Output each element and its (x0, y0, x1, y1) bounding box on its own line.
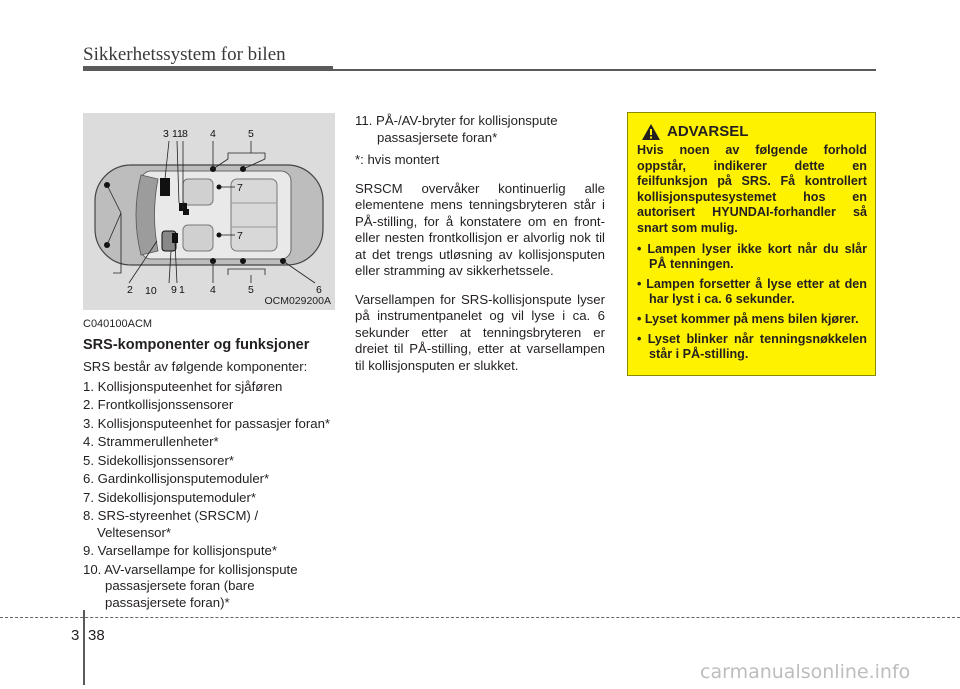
footer-section-number: 3 (71, 627, 80, 644)
section-intro: SRS består av følgende komponenter: (83, 359, 308, 374)
list-item: 5. Sidekollisjonssensorer* (83, 452, 234, 468)
list-item: 8. SRS-styreenhet (SRSCM) / Veltesensor* (83, 508, 259, 540)
warning-list (637, 242, 867, 363)
warning-item: • Lyset blinker når tenningsnøkkelen står i PÅ-stilling. (637, 331, 867, 362)
list-item: 6. Gardinkollisjonsputemoduler* (83, 471, 270, 486)
header-rule (333, 69, 876, 71)
paragraph: SRSCM overvåker kontinuerlig alle elementene mens tenningsbryteren står i PÅ-stilling, for å konstatere om en front- eller nesten frontkollisjon er alvorlig nok til at det trengs utløsning av kollisjonsputen eller stramming av sikkerhetssele. (355, 180, 605, 278)
callout-label: 4 (210, 284, 216, 296)
front-seat-left (183, 179, 213, 205)
callout-label: 6 (316, 284, 322, 296)
list-item: 9. Varsellampe for kollisjonspute* (83, 543, 277, 558)
callout-label: 2 (127, 284, 133, 296)
driver-airbag-module (172, 233, 178, 243)
windshield (136, 175, 158, 255)
callout-label: 4 (210, 128, 216, 140)
section-code: C040100ACM (83, 318, 153, 330)
warning-text: Hvis noen av følgende forhold oppstår, indikerer dette en feilfunksjon på SRS. Få kontrollert kollisjonsputesystemet hos en autorisert HYUNDAI-forhandler så snart som mulig. (637, 143, 867, 235)
callout-label: 3 (163, 128, 169, 140)
list-item: 10. AV-varsellampe for kollisjonspute passasjersete foran (bare passasjersete foran)* (83, 561, 298, 610)
callout-label: 5 (248, 128, 254, 140)
header-bar (83, 66, 333, 71)
footer-rule (0, 617, 960, 618)
warning-item: • Lampen lyser ikke kort når du slår PÅ tenningen. (637, 241, 867, 272)
warning-triangle-icon (641, 123, 661, 141)
list-item: 3. Kollisjonsputeenhet for passasjer foran* (83, 415, 331, 431)
section-column-left (83, 316, 333, 613)
paragraph: Varsellampen for SRS-kollisjonspute lyser på instrumentpanelet og vil lyse i ca. 6 sekunder etter at tenningsbryteren er dreiet til PÅ-stilling, etter at varsellampen til kollisjonsputen er slukket. (355, 291, 605, 373)
callout-label: 7 (237, 182, 243, 194)
list-item: 1. Kollisjonsputeenhet for sjåføren (83, 378, 283, 394)
warning-item: • Lyset kommer på mens bilen kjører. (637, 311, 859, 326)
figure-code: OCM029200A (264, 295, 331, 307)
footer-divider (83, 610, 85, 685)
callout-label: 1 (179, 284, 185, 296)
list-item: 2. Frontkollisjonssensorer (83, 397, 234, 412)
section-title: SRS-komponenter og funksjoner (83, 336, 310, 353)
callout-label: 8 (182, 128, 188, 140)
callout-label: 10 (145, 285, 157, 297)
watermark: carmanualsonline.info (700, 661, 911, 683)
list-item: 4. Strammerullenheter* (83, 434, 219, 449)
component-list (83, 379, 333, 612)
header-title: Sikkerhetssystem for bilen (83, 44, 286, 65)
warning-item: • Lampen forsetter å lyse etter at den har lyst i ca. 6 sekunder. (637, 276, 867, 307)
callout-label: 5 (248, 284, 254, 296)
footer-page-number: 38 (88, 627, 105, 644)
warning-header (641, 123, 867, 141)
passenger-airbag-module (160, 178, 170, 196)
warning-box (627, 112, 876, 376)
footnote: *: hvis montert (355, 152, 440, 167)
list-item: 11. PÅ-/AV-bryter for kollisjonspute passasjersete foran* (355, 113, 558, 145)
warning-title: ADVARSEL (667, 123, 749, 141)
list-item: 7. Sidekollisjonsputemoduler* (83, 489, 257, 505)
srscm-sensor (183, 209, 189, 215)
callout-label: 9 (171, 284, 177, 296)
callout-label: 7 (237, 230, 243, 242)
callout-label: 11 (172, 128, 183, 140)
car-illustration (83, 113, 335, 310)
front-seat-right (183, 225, 213, 251)
car-srs-diagram (83, 113, 335, 310)
section-column-middle (355, 113, 605, 386)
